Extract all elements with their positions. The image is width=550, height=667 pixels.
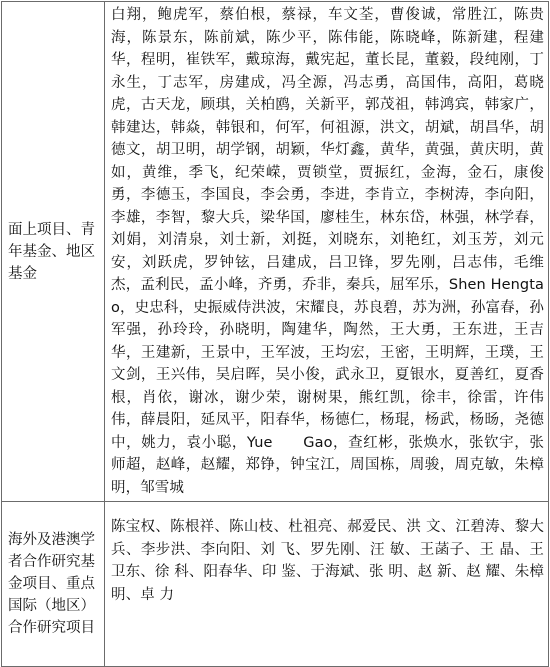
fund-projects-table — [1, 1, 549, 667]
table-row — [2, 502, 549, 667]
table-row — [2, 2, 549, 502]
project-type-label: 海外及港澳学者合作研究基金项目、重点国际（地区）合作研究项目 — [2, 502, 105, 667]
name-list: 白翔，鲍虎军，蔡伯根，蔡禄，车文荃，曹俊诚，常胜江，陈贵海，陈景东，陈前斌，陈少平，陈伟能，陈晓峰，陈新建，程建华，程明，崔铁军，戴琼海，戴宪起，董长昆，董毅，段纯刚，丁永生，丁志军，房建成，冯全源，冯志勇，高国伟，高阳，葛晓虎，古天龙，顾琪，关柏鸥，关新平，郭茂祖，韩鸿宾，韩家广，韩建达，韩焱，韩银和，何军，何祖源，洪文，胡斌，胡昌华，胡德文，胡卫明，胡学钢，胡颖，华灯鑫，黄华，黄强，黄庆明，黄如，黄维，季飞，纪荣嵘，贾锁堂，贾振红，金海，金石，康俊勇，李德玉，李国良，李会勇，李进，李肯立，李树涛，李向阳，李雄，李智，黎大兵，梁华国，廖桂生，林东岱，林强，林学春，刘娟，刘清泉，刘士新，刘挺，刘晓东，刘艳红，刘玉芳，刘元安，刘跃虎，罗钟铉，吕建成，吕卫锋，罗先刚，吕志伟，毛维杰，孟利民，孟小峰，齐勇，乔非，秦兵，屈军乐，Shen Hengtao，史忠科，史振威侍洪波，宋耀良，苏良碧，苏为洲，孙富春，孙军强，孙玲玲，孙晓明，陶建华，陶然，王大勇，王东进，王吉华，王建新，王景中，王军波，王均宏，王密，王明辉，王璞，王文剑，王兴伟，吴启晖，吴小俊，武永卫，夏银水，夏善红，夏香根，肖依，谢冰，谢少荣，谢树果，熊红凯，徐丰，徐雷，许伟伟，薛晨阳，延凤平，阳春华，杨德仁，杨琨，杨武，杨旸，尧德中，姚力，袁小聪，Yue Gao，查红彬，张焕水，张钦宇，张师超，赵峰，赵耀，郑铮，钟宝江，周国栋，周骏，周克敏，朱樟明，邹雪城 — [105, 2, 549, 502]
name-list: 陈宝权、陈根祥、陈山枝、杜祖亮、郝爱民、洪 文、江碧涛、黎大兵、李步洪、李向阳、刘 飞、罗先刚、汪 敏、王菡子、王 晶、王卫东、徐 科、阳春华、印 鉴、于海斌、张 明、赵 新、赵 耀、朱樟明、卓 力 — [105, 502, 549, 667]
project-type-label: 面上项目、青年基金、地区基金 — [2, 2, 105, 502]
